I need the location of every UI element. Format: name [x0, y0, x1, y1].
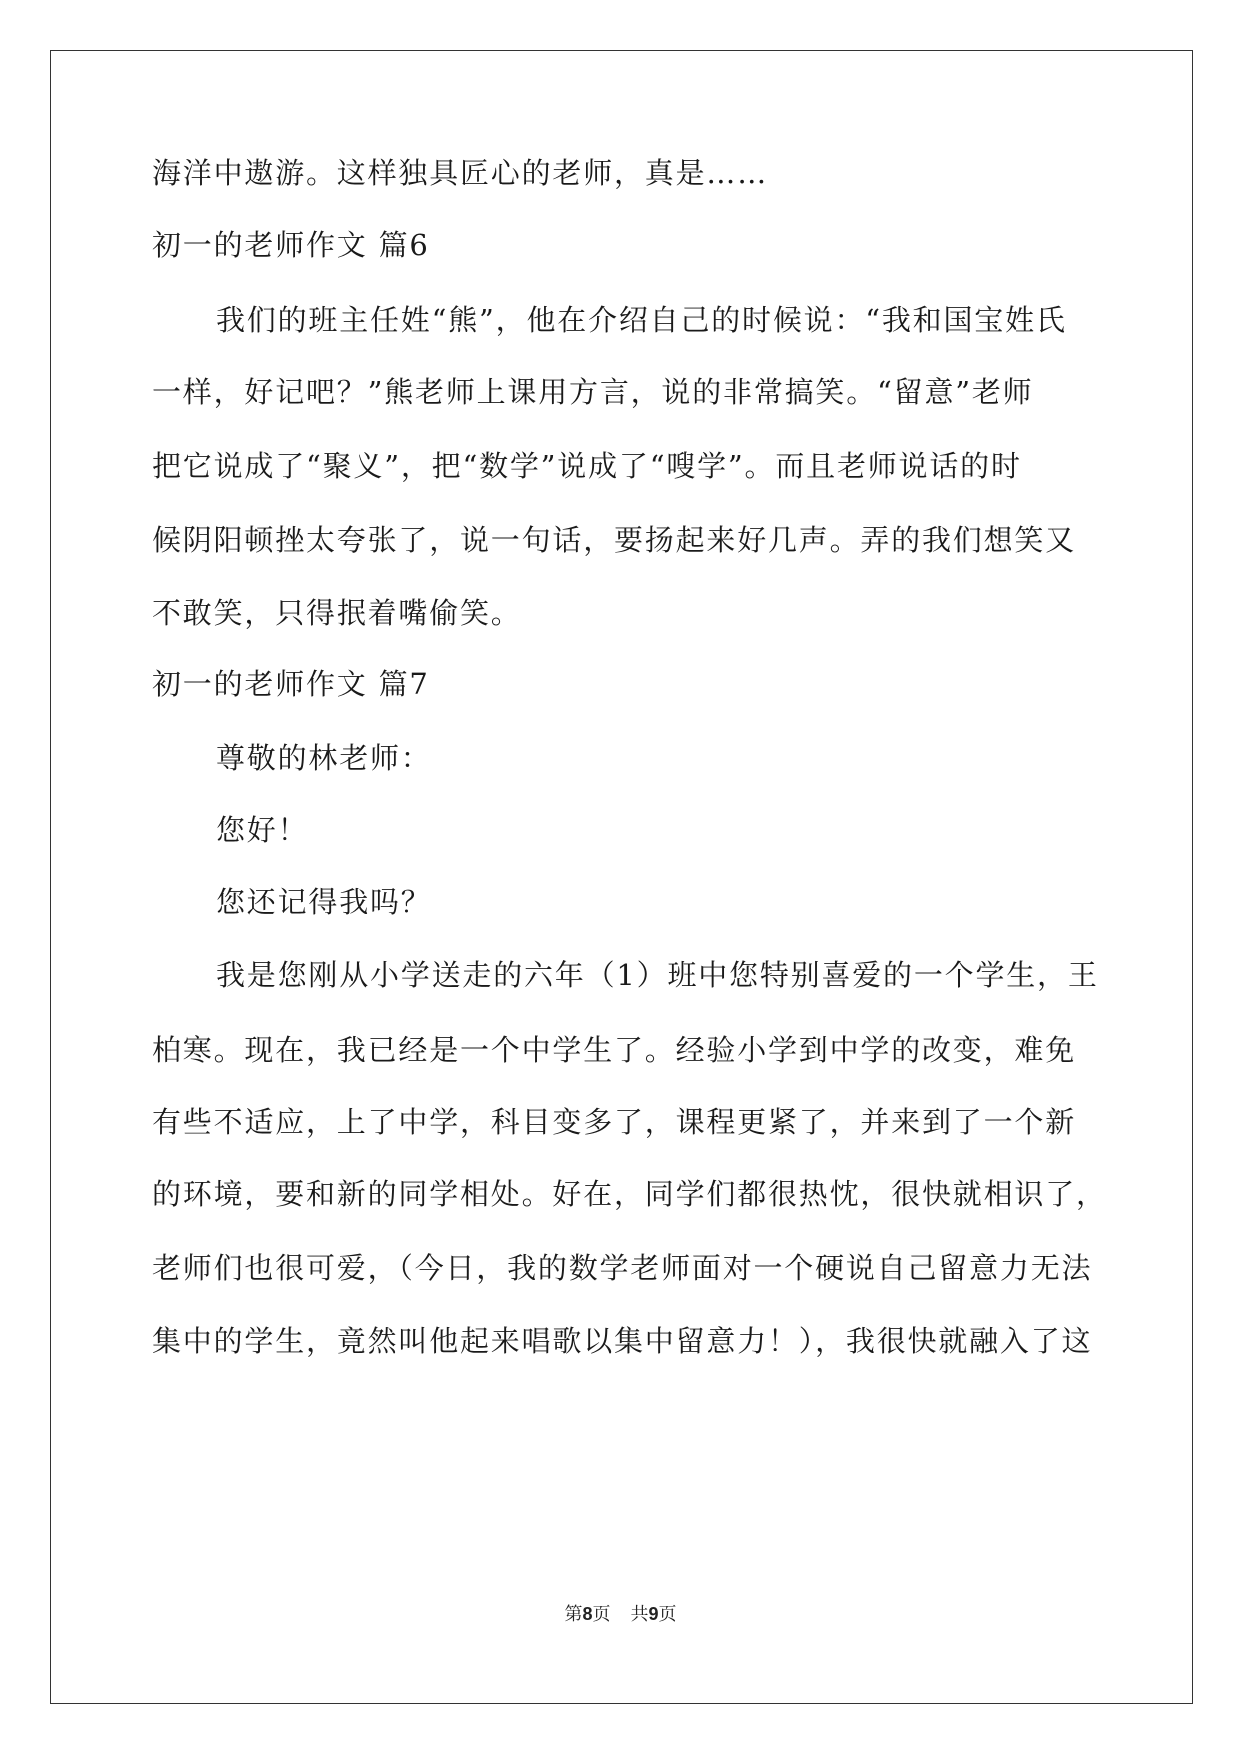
total-prefix: 共	[630, 1604, 649, 1625]
paragraph-line: 我是您刚从小学送走的六年（1）班中您特别喜爱的一个学生，王	[216, 958, 1099, 992]
text-line: 有些不适应，上了中学，科目变多了，课程更紧了，并来到了一个新	[152, 1105, 1077, 1139]
paragraph-line: 您还记得我吗？	[216, 885, 432, 919]
section-heading: 初一的老师作文 篇7	[152, 667, 430, 701]
salutation: 尊敬的林老师：	[216, 741, 432, 775]
text-line: 一样，好记吧？”熊老师上课用方言，说的非常搞笑。“留意”老师	[152, 375, 1034, 409]
text-line: 柏寒。现在，我已经是一个中学生了。经验小学到中学的改变，难免	[152, 1033, 1077, 1067]
text-line: 不敢笑，只得抿着嘴偷笑。	[152, 596, 522, 630]
text-line: 把它说成了“聚义”，把“数学”说成了“嗖学”。而且老师说话的时	[152, 449, 1022, 483]
page-suffix: 页	[592, 1604, 611, 1625]
page-prefix: 第	[564, 1604, 583, 1625]
text-line: 集中的学生，竟然叫他起来唱歌以集中留意力！），我很快就融入了这	[152, 1324, 1093, 1358]
page-number-footer	[0, 1600, 1241, 1626]
page-border	[50, 50, 1193, 1704]
paragraph-line: 我们的班主任姓“熊”，他在介绍自己的时候说：“我和国宝姓氏	[216, 303, 1067, 337]
total-page-number: 9	[648, 1604, 659, 1624]
current-page-number: 8	[582, 1604, 593, 1624]
text-line: 海洋中遨游。这样独具匠心的老师，真是……	[152, 156, 769, 190]
text-line: 老师们也很可爱，（今日，我的数学老师面对一个硬说自己留意力无法	[152, 1251, 1093, 1285]
greeting: 您好！	[216, 813, 309, 847]
text-line: 候阴阳顿挫太夸张了，说一句话，要扬起来好几声。弄的我们想笑又	[152, 523, 1077, 557]
text-line: 的环境，要和新的同学相处。好在，同学们都很热忱，很快就相识了，	[152, 1177, 1107, 1211]
total-suffix: 页	[658, 1604, 677, 1625]
section-heading: 初一的老师作文 篇6	[152, 228, 430, 262]
